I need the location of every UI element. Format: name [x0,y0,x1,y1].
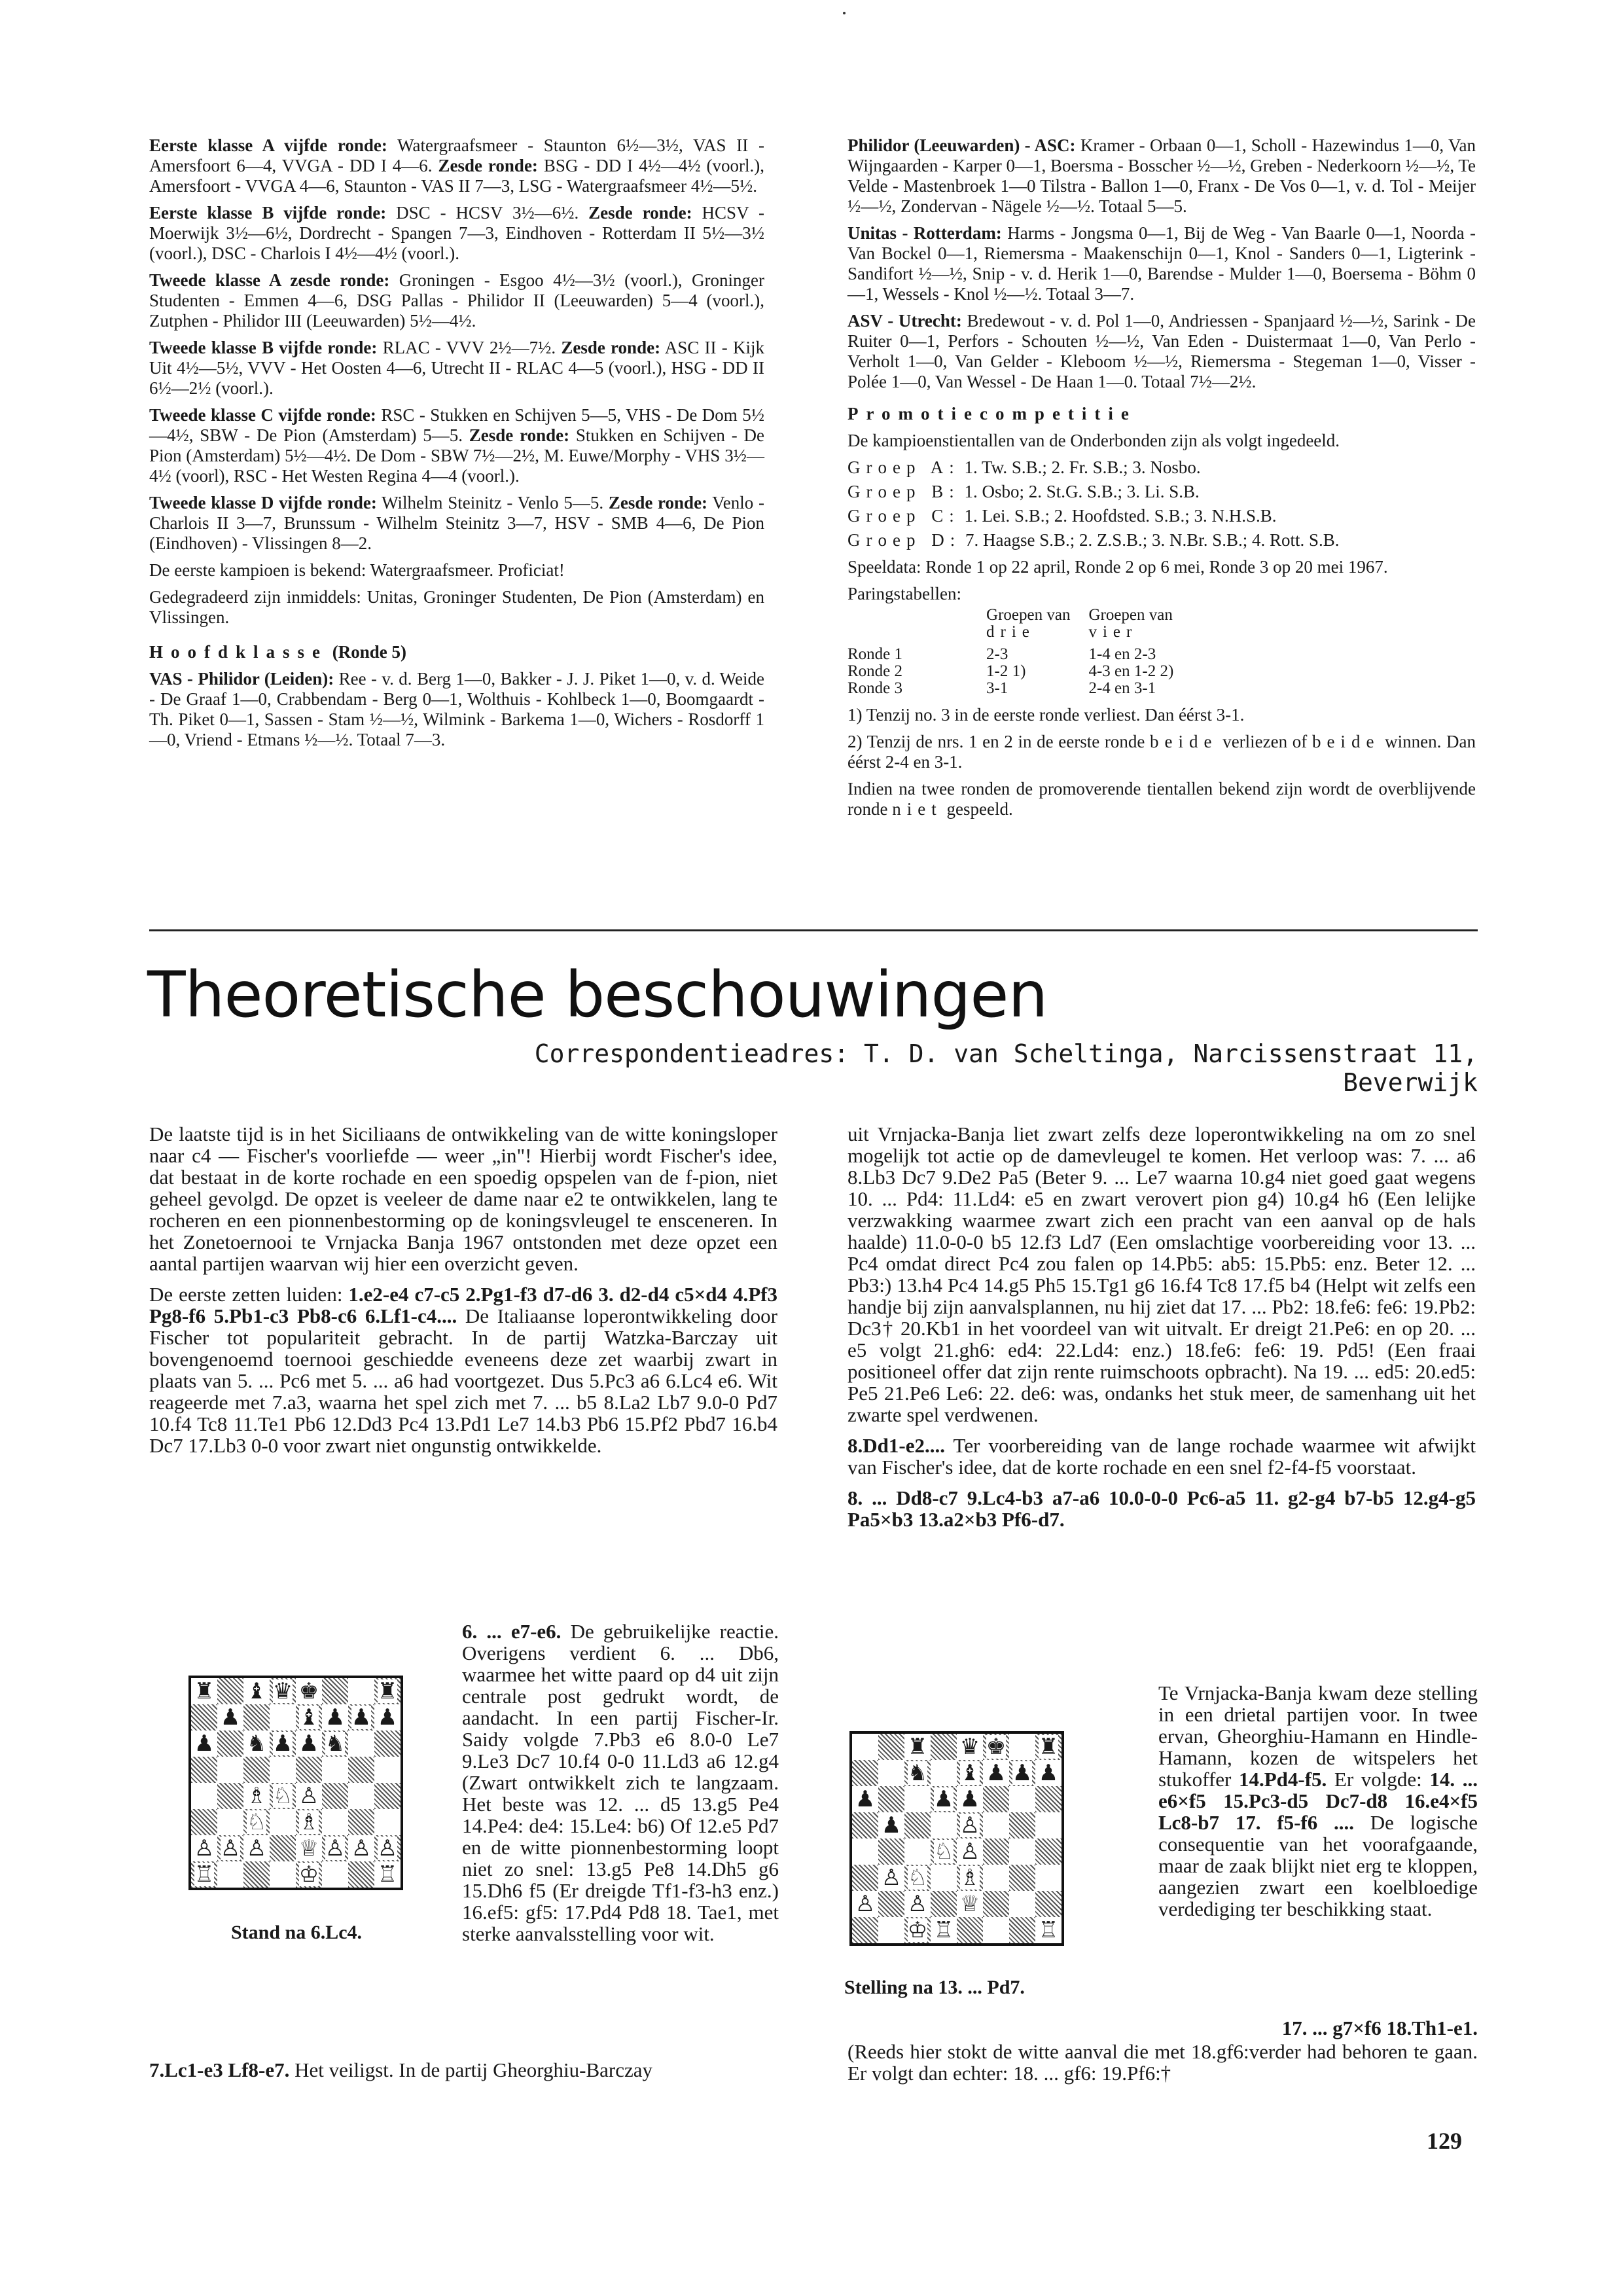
board-square [217,1861,243,1888]
chess-piece: ♟ [1012,1760,1033,1786]
board-square [957,1891,983,1917]
board-square [904,1812,931,1839]
competition-results-right [847,135,1476,826]
board-square [217,1731,243,1757]
board-square [296,1678,322,1704]
board-square [957,1734,983,1760]
board-square [904,1891,931,1917]
chess-piece: ♟ [933,1786,954,1812]
board-square [374,1861,401,1888]
chess-piece: ♝ [298,1704,319,1731]
board-square [983,1917,1009,1943]
footnote-1: 1) Tenzij no. 3 in de eerste ronde verliest. Dan éérst 3-1. [847,705,1245,725]
chess-piece: ♙ [959,1839,980,1865]
board-square [322,1835,348,1861]
groep-a: Groep A: 1. Tw. S.B.; 2. Fr. S.B.; 3. Nosbo. [847,457,1201,477]
board-square [1009,1786,1035,1812]
paringstabellen-heading: Paringstabellen: [847,584,961,603]
board-square [931,1734,957,1760]
chess-piece: ♚ [298,1678,319,1704]
board-square [296,1783,322,1809]
diagram-caption-2: Stelling na 13. ... Pd7. [844,1977,1025,1998]
board-square [296,1757,322,1783]
move-8-commentary: 8.Dd1-e2.... Ter voorbereiding van de lange rochade waarmee wit afwijkt van Fischer's idee, dat de korte rochade en een snel f2-f4-f5 voorstaat. [847,1434,1476,1479]
move-18-commentary: (Reeds hier stokt de witte aanval die met 18.gf6:verder had behoren te gaan. Er volgt dan echter: 18. ... gf6: 19.Pf6:† [847,2040,1478,2085]
board-square [348,1757,374,1783]
board-square [1035,1812,1061,1839]
board-square [270,1809,296,1835]
board-square [243,1861,270,1888]
board-square [243,1835,270,1861]
chess-piece: ♙ [377,1835,398,1861]
move-6-commentary: 6. ... e7-e6. De gebruikelijke reactie. Overigens verdient 6. ... Db6, waarmee het witte paard op d4 uit zijn centrale post gedrukt wordt, de aandacht. In een partij Fischer-Ir. Saidy volgde 7.Pb3 e6 8.0-0 Le7 9.Le3 Dc7 10.f4 0-0 11.Ld3 a6 12.g4 (Zwart ontwikkelt zich te langzaam. Het beste was 12. ... d5 13.g5 Pe4 14.Pe4: de4: 15.Le4: b6) Of 12.e5 Pd7 en de witte pionnenbestorming loopt niet zo snel: 13.g5 Pe8 14.Dh5 g6 15.Dh6 f5 (Er dreigde Tf1-f3-h3 enz.) 16.ef5: gf5: 17.Pd4 Pd8 18. Tae1, met sterke aanvalsstelling voor wit. [462,1620,779,1945]
chess-piece: ♙ [959,1812,980,1839]
chess-piece: ♟ [986,1760,1007,1786]
board-square [270,1678,296,1704]
board-square [217,1678,243,1704]
board-square [1009,1760,1035,1786]
board-square [243,1704,270,1731]
chess-piece: ♟ [855,1786,876,1812]
board-square [1035,1734,1061,1760]
board-square [931,1917,957,1943]
board-square [983,1760,1009,1786]
klasse-2b: Tweede klasse B vijfde ronde: RLAC - VVV 2½—7½. Zesde ronde: ASC II - Kijk Uit 4½—5½, VVV - Het Oosten 4—6, Utrecht II - RLAC 4—5 (voorl.), HSG - DD II 6½—2½ (voorl.). [149,338,764,398]
chess-piece: ♝ [959,1760,980,1786]
board-square [983,1734,1009,1760]
board-square [878,1734,904,1760]
board-square [1035,1917,1061,1943]
hoofdklasse-heading: Hoofdklasse (Ronde 5) [149,642,407,662]
chess-piece: ♖ [377,1861,398,1888]
board-square [348,1783,374,1809]
board-square [348,1704,374,1731]
board-square [348,1861,374,1888]
board-square [904,1865,931,1891]
klasse-2a: Tweede klasse A zesde ronde: Groningen - Esgoo 4½—3½ (voorl.), Groninger Studenten - Emmen 4—6, DSG Pallas - Philidor II (Leeuwarden) 5—4 (voorl.), Zutphen - Philidor III (Leeuwarden) 5½—4½. [149,270,764,331]
board-square [322,1678,348,1704]
board-square [1009,1734,1035,1760]
chess-piece: ♟ [272,1731,293,1757]
chess-piece: ♙ [351,1835,372,1861]
chess-piece: ♞ [907,1760,928,1786]
chess-piece: ♕ [959,1891,980,1917]
board-square [217,1783,243,1809]
page-number: 129 [1427,2128,1462,2154]
chess-piece: ♙ [907,1891,928,1917]
gedegradeerd-note: Gedegradeerd zijn inmiddels: Unitas, Groninger Studenten, De Pion (Amsterdam) en Vlissingen. [149,587,764,627]
board-square [931,1760,957,1786]
chess-diagram-stelling-na-13-pd7 [849,1731,1064,1946]
chess-piece: ♟ [881,1812,902,1839]
unitas-rotterdam-result: Unitas - Rotterdam: Harms - Jongsma 0—1, Bij de Weg - Van Baarle 0—1, Noorda - Van Bockel 0—1, Riemersma - Maakenschijn 0—1, Knol - Sanders 0—1, Ligterink - Sandifort ½—½, Snip - v. d. Herik 1—0, Barendse - Mulder 1—0, Boersema - Böhm 0—1, Wessels - Knol ½—½. Totaal 3—7. [847,223,1476,304]
board-square [957,1839,983,1865]
board-square [243,1731,270,1757]
board-square [983,1839,1009,1865]
pairing-header-row: Groepen van drie Groepen van vier [986,606,1173,641]
board-square [878,1865,904,1891]
board-square [191,1861,217,1888]
chess-piece: ♝ [246,1678,267,1704]
chess-piece: ♗ [298,1809,319,1835]
pairing-row: Ronde 2 1-2 1) 4-3 en 1-2 2) [847,662,1174,680]
board-square [878,1891,904,1917]
board-square [852,1760,878,1786]
klasse-2d: Tweede klasse D vijfde ronde: Wilhelm Steinitz - Venlo 5—5. Zesde ronde: Venlo - Charlois II 3—7, Brunssum - Wilhelm Steinitz 3—7, HSV - SMB 4—6, De Pion (Eindhoven) - Vlissingen 8—2. [149,493,764,553]
board-square [270,1704,296,1731]
article-intro: De laatste tijd is in het Siciliaans de ontwikkeling van de witte koningsloper naar c4 — Fischer's voorliefde — weer „in"! Hierbij wordt Fischer's idee, dat bestaat in de korte rochade en een spoedig opspelen van de f-pion, niet geheel gevolgd. De opzet is veeleer de dame naar e2 te ontwikkelen, lang te rocheren en een pionnenbestorming op de koningsvleugel te ensceneren. In het Zonetoernooi te Vrnjacka Banja 1967 ontstonden met deze opzet een aantal partijen waarvan wij hier een overzicht geven. [149,1122,777,1275]
board-square [904,1786,931,1812]
speeldata: Speeldata: Ronde 1 op 22 april, Ronde 2 op 6 mei, Ronde 3 op 20 mei 1967. [847,557,1388,577]
board-square [1035,1865,1061,1891]
board-square [957,1786,983,1812]
board-square [983,1786,1009,1812]
chess-piece: ♖ [1038,1917,1059,1943]
board-square [957,1865,983,1891]
move-7-commentary: 7.Lc1-e3 Lf8-e7. Het veiligst. In de partij Gheorghiu-Barczay [149,2058,653,2081]
board-square [878,1786,904,1812]
kampioen-note: De eerste kampioen is bekend: Watergraafsmeer. Proficiat! [149,560,565,580]
chess-piece: ♗ [246,1783,267,1809]
chess-piece: ♚ [986,1734,1007,1760]
promotie-heading: Promotiecompetitie [847,404,1137,423]
vrnjacka-banja-game: uit Vrnjacka-Banja liet zwart zelfs deze loperontwikkeling na om zo snel mogelijk tot actie op de damevleugel te komen. Het verloop was: 7. ... a6 8.Lb3 Dc7 9.De2 Pa5 (Beter 9. ... Le7 waarna 10.g4 niet goed gaat wegens 10. ... Pd4: 11.Ld4: e5 en zwart verovert pion g4) 10.g4 h6 (Een lelijke verzwakking waarmee zwart zich een pracht van een aanval op de hals haalde) 11.0-0-0 b5 12.f3 Ld7 (Een omslachtige voorbereiding voor 13. ... Pc4 omdat direct Pc4 zou falen op 14.Pb5: ab5: 15.Pb5: enz. Beter 12. ... Pb3:) 13.h4 Pc4 14.g5 Ph5 15.Tg1 g6 16.f4 Tc8 17.f5 b4 (Helpt wit zelfs een handje bij zijn aanvalsplannen, nu hij ziet dat 17. ... Pb2: 18.fe6: fe6: 19.Pb2: Dc3† 20.Kb1 in het voordeel van wit uitvalt. Er dreigt 21.Pe6: en op 20. ... e5 volgt 21.gh6: ed4: 22.Ld4: enz.) 18.fe6: fe6: 19. Pd5! (Een fraai positioneel offer dat zijn rente ruimschoots opbracht). Na 19. ... ed5: 20.ed5: Pe5 21.Pe6 Le6: 22. de6: was, ondanks het stuk meer, de samenhang uit het zwarte spel verdwenen. [847,1122,1476,1426]
klasse-2c: Tweede klasse C vijfde ronde: RSC - Stukken en Schijven 5—5, VHS - De Dom 5½—4½, SBW - De Pion (Amsterdam) 5—5. Zesde ronde: Stukken en Schijven - De Pion (Amsterdam) 5½—4½. De Dom - SBW 7½—2½, M. Euwe/Morphy - VHS 3½—4½ (voorl), RSC - Het Westen Regina 4—4 (voorl.). [149,405,765,486]
chess-piece: ♕ [298,1835,319,1861]
board-square [322,1731,348,1757]
board-square [1009,1812,1035,1839]
board-square [374,1731,401,1757]
board-square [983,1865,1009,1891]
board-square [374,1809,401,1835]
board-square [322,1861,348,1888]
competition-results-left [149,135,764,757]
board-square [296,1835,322,1861]
article-title: Theoretische beschouwingen [147,958,1048,1031]
board-square [1009,1865,1035,1891]
chess-piece: ♔ [907,1917,928,1943]
correspondence-address: Correspondentieadres: T. D. van Scheltinga, Narcissenstraat 11, Beverwijk [534,1039,1478,1097]
chess-piece: ♞ [246,1731,267,1757]
board-square [374,1678,401,1704]
board-square [878,1917,904,1943]
article-column-left [149,1123,777,1465]
board-square [931,1786,957,1812]
board-square [296,1731,322,1757]
chess-piece: ♜ [1038,1734,1059,1760]
board-square [931,1839,957,1865]
footnote-2: 2) Tenzij de nrs. 1 en 2 in de eerste ronde beide verliezen of beide winnen. Dan éérst 2-4 en 3-1. [847,732,1476,772]
board-square [904,1760,931,1786]
board-square [957,1812,983,1839]
board-square [191,1809,217,1835]
chess-piece: ♟ [351,1704,372,1731]
board-square [191,1835,217,1861]
chess-piece: ♟ [298,1731,319,1757]
board-square [296,1861,322,1888]
groep-d: Groep D: 7. Haagse S.B.; 2. Z.S.B.; 3. N.Br. S.B.; 4. Rott. S.B. [847,530,1340,550]
board-square [270,1783,296,1809]
scan-speck [843,12,846,14]
board-square [270,1861,296,1888]
board-square [931,1865,957,1891]
board-square [270,1757,296,1783]
board-square [322,1783,348,1809]
board-square [1035,1760,1061,1786]
chess-piece: ♙ [881,1865,902,1891]
board-square [348,1835,374,1861]
board-square [957,1760,983,1786]
move-14-commentary: Te Vrnjacka-Banja kwam deze stelling in een drietal partijen voor. In twee ervan, Gheorghiu-Hamann en Hindle-Hamann, kozen de witspelers het stukoffer 14.Pd4-f5. Er volgde: 14. ... e6×f5 15.Pc3-d5 Dc7-d8 16.e4×f5 Lc8-b7 17. f5-f6 .... De logische consequentie van het voorafgaande, maar de zaak blijkt niet erg te kloppen, aangezien zwart een koelbloedige verdediging ter beschikking staat. [1158,1681,1478,1920]
board-square [191,1704,217,1731]
pairing-table [847,607,1192,697]
board-square [296,1809,322,1835]
section-divider [149,929,1478,931]
board-square [322,1757,348,1783]
board-square [1035,1839,1061,1865]
board-square [904,1734,931,1760]
board-square [957,1917,983,1943]
board-square [1035,1786,1061,1812]
chess-piece: ♞ [325,1731,346,1757]
chess-piece: ♙ [855,1891,876,1917]
groep-b: Groep B: 1. Osbo; 2. St.G. S.B.; 3. Li. S.B. [847,482,1200,501]
board-square [983,1891,1009,1917]
chess-piece: ♙ [246,1835,267,1861]
board-square [191,1731,217,1757]
board-square [191,1783,217,1809]
chess-piece: ♘ [907,1865,928,1891]
board-square [374,1783,401,1809]
closing-note: Indien na twee ronden de promoverende tientallen bekend zijn wordt de overblijvende ronde niet gespeeld. [847,779,1476,819]
chess-piece: ♖ [933,1917,954,1943]
board-square [852,1786,878,1812]
chess-diagram-stand-na-6-lc4 [188,1676,403,1890]
chess-piece: ♛ [272,1678,293,1704]
chess-piece: ♙ [194,1835,215,1861]
chess-piece: ♜ [907,1734,928,1760]
board-square [852,1839,878,1865]
philidor-asc-result: Philidor (Leeuwarden) - ASC: Kramer - Orbaan 0—1, Scholl - Hazewindus 1—0, Van Wijngaarden - Karper 0—1, Boersma - Bosscher ½—½, Greben - Nederkoorn ½—½, Te Velde - Mastenbroek 1—0 Tilstra - Ballon 1—0, Franx - De Vos 0—1, v. d. Tol - Meijer ½—½, Zondervan - Nägele ½—½. Totaal 5—5. [847,135,1476,216]
chess-piece: ♟ [194,1731,215,1757]
board-square [931,1891,957,1917]
asv-utrecht-result: ASV - Utrecht: Bredewout - v. d. Pol 1—0, Andriessen - Spanjaard ½—½, Sarink - De Ruiter 0—1, Perfors - Schouten ½—½, Van Eden - Duistermaat 1—0, Van Perlo - Verholt 1—0, Van Gelder - Kleboom ½—½, Riemersma - Stegeman 1—0, Visser - Polée 1—0, Van Wessel - De Haan 1—0. Totaal 7½—2½. [847,311,1476,391]
promotie-intro: De kampioenstientallen van de Onderbonden zijn als volgt ingedeeld. [847,431,1340,450]
chess-piece: ♘ [246,1809,267,1835]
board-square [878,1760,904,1786]
chess-piece: ♟ [1038,1760,1059,1786]
chess-piece: ♙ [325,1835,346,1861]
board-square [270,1731,296,1757]
board-square [243,1783,270,1809]
board-square [217,1704,243,1731]
board-square [374,1704,401,1731]
board-square [191,1678,217,1704]
board-square [374,1757,401,1783]
klasse-1b: Eerste klasse B vijfde ronde: DSC - HCSV 3½—6½. Zesde ronde: HCSV - Moerwijk 3½—6½, Dordrecht - Spangen 7—3, Eindhoven - Rotterdam II 5½—3½ (voorl.), DSC - Charlois I 4½—4½ (voorl.). [149,203,764,263]
board-square [296,1704,322,1731]
board-square [243,1678,270,1704]
board-square [1009,1839,1035,1865]
chess-piece: ♟ [220,1704,241,1731]
klasse-1a: Eerste klasse A vijfde ronde: Watergraafsmeer - Staunton 6½—3½, VAS II - Amersfoort 6—4, VVGA - DD I 4—6. Zesde ronde: BSG - DD I 4½—4½ (voorl.), Amersfoort - VVGA 4—6, Staunton - VAS II 7—3, LSG - Watergraafsmeer 4½—5½. [149,135,765,196]
board-square [217,1835,243,1861]
board-square [852,1734,878,1760]
board-square [852,1812,878,1839]
board-square [852,1865,878,1891]
board-square [1035,1891,1061,1917]
opening-moves: De eerste zetten luiden: 1.e2-e4 c7-c5 2.Pg1-f3 d7-d6 3. d2-d4 c5×d4 4.Pf3 Pg8-f6 5.Pb1-c3 Pb8-c6 6.Lf1-c4.... De Italiaanse loperontwikkeling door Fischer tot populariteit gebracht. In de partij Watzka-Barczay uit bovengenoemd toernooi geschiedde eveneens deze zet waarbij zwart in plaats van 5. ... Pc6 met 5. ... a6 had voortgezet. Dus 5.Pc3 a6 6.Lc4 e6. Wit reageerde met 7.a3, waarna het spel zich met 7. ... b5 8.La2 Lb7 9.0-0 Pd7 10.f4 Tc8 11.Te1 Pb6 12.Dd3 Pc4 13.Pd1 Le7 14.b3 Pb6 15.Pf2 Pbd7 16.b4 Dc7 17.Lb3 0-0 voor zwart niet ongunstig ontwikkelde. [149,1283,777,1457]
chess-piece: ♟ [325,1704,346,1731]
board-square [1009,1891,1035,1917]
board-square [348,1809,374,1835]
board-square [191,1757,217,1783]
board-square [983,1812,1009,1839]
board-square [374,1835,401,1861]
board-square [878,1839,904,1865]
vas-philidor-result: VAS - Philidor (Leiden): Ree - v. d. Berg 1—0, Bakker - J. J. Piket 1—0, v. d. Weide - De Graaf 1—0, Crabbendam - Berg 0—1, Wolthuis - Kohlbeck 1—0, Boomgaardt - Th. Piket 0—1, Sassen - Stam ½—½, Wilmink - Barkema 1—0, Wichers - Rosdorff 1—0, Vriend - Etmans ½—½. Totaal 7—3. [149,669,764,749]
chess-piece: ♙ [220,1835,241,1861]
chess-piece: ♔ [298,1861,319,1888]
board-square [852,1917,878,1943]
groep-c: Groep C: 1. Lei. S.B.; 2. Hoofdsted. S.B.; 3. N.H.S.B. [847,506,1277,526]
article-column-right [847,1123,1476,1530]
board-square [904,1839,931,1865]
chess-piece: ♛ [959,1734,980,1760]
chess-piece: ♜ [194,1678,215,1704]
chess-piece: ♟ [959,1786,980,1812]
board-square [322,1809,348,1835]
board-square [217,1809,243,1835]
board-square [270,1835,296,1861]
move-17-commentary: 17. ... g7×f6 18.Th1-e1. [1281,2017,1478,2039]
board-square [904,1917,931,1943]
diagram-caption-1: Stand na 6.Lc4. [230,1922,363,1943]
board-square [348,1731,374,1757]
board-square [322,1704,348,1731]
board-square [348,1678,374,1704]
chess-piece: ♘ [933,1839,954,1865]
board-square [878,1812,904,1839]
moves-8-13: 8. ... Dd8-c7 9.Lc4-b3 a7-a6 10.0-0-0 Pc6-a5 11. g2-g4 b7-b5 12.g4-g5 Pa5×b3 13.a2×b3 Pf6-d7. [847,1486,1476,1531]
board-square [243,1757,270,1783]
pairing-row: Ronde 3 3-1 2-4 en 3-1 [847,679,1156,697]
board-square [931,1812,957,1839]
chess-piece: ♖ [194,1861,215,1888]
board-square [243,1809,270,1835]
board-square [852,1891,878,1917]
chess-piece: ♙ [298,1783,319,1809]
chess-piece: ♗ [959,1865,980,1891]
chess-piece: ♟ [377,1704,398,1731]
board-square [217,1757,243,1783]
chess-piece: ♘ [272,1783,293,1809]
chess-piece: ♜ [377,1678,398,1704]
board-square [1009,1917,1035,1943]
pairing-row: Ronde 1 2-3 1-4 en 2-3 [847,645,1156,663]
